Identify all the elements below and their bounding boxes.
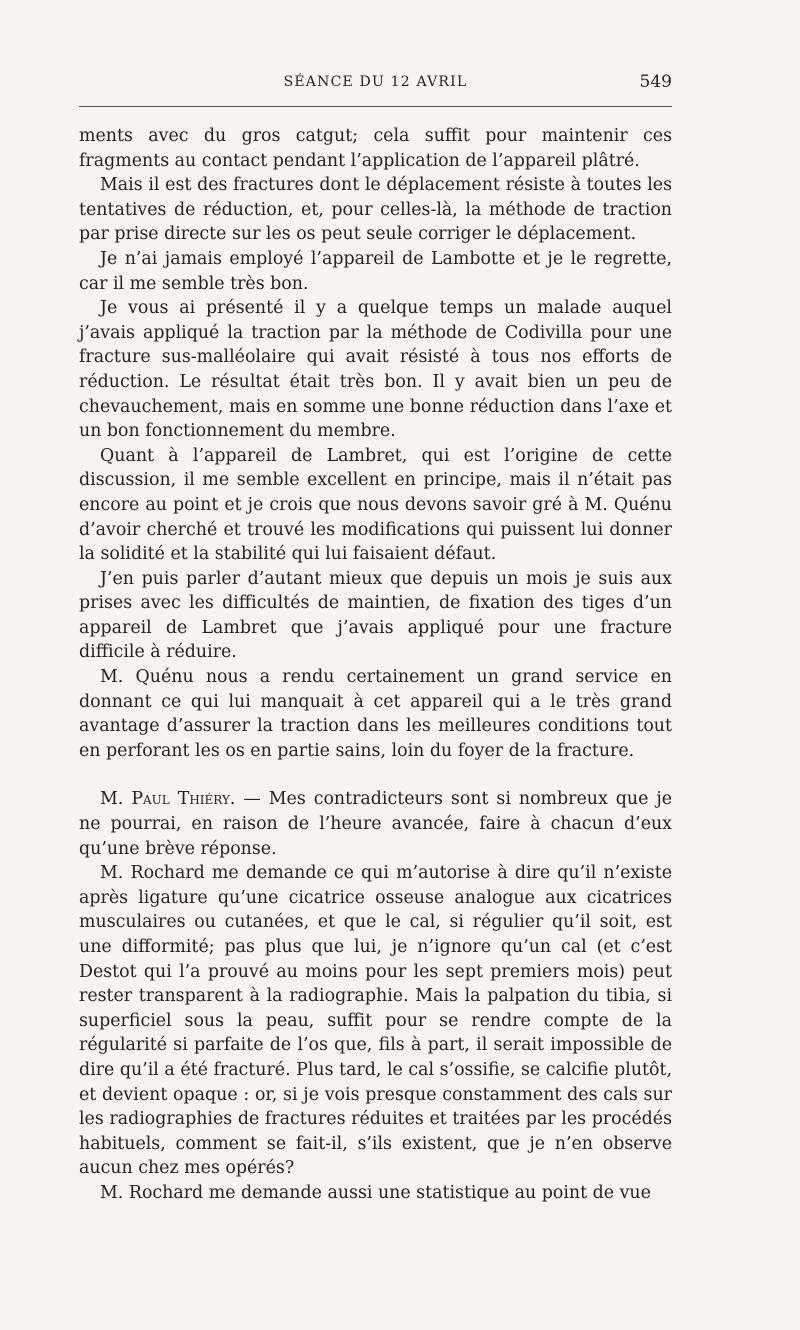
paragraph: Je vous ai présenté il y a quelque temps un malade auquel j’avais appliqué la traction par la méthode de Codivilla pour une fracture sus-malléolaire qui avait résisté à tous nos efforts de réduction. Le résultat était très bon. Il y avait bien un peu de chevauchement, mais en somme une bonne réduction dans l’axe et un bon fonctionnement du membre. [79,298,672,442]
running-title: SÉANCE DU 12 AVRIL [283,74,468,90]
speaker-prefix: M. [100,789,124,810]
header-rule [79,106,672,107]
paragraph: Quant à l’appareil de Lambret, qui est l’origine de cette discussion, il me semble excellent en principe, mais il n’était pas encore au point et je crois que nous devons savoir gré à M. Quénu d’avoir cherché et trouvé les modifications qui puissent lui donner la solidité et la stabilité qui lui faisaient défaut. [79,445,672,565]
paragraph: M. Rochard me demande aussi une statistique au point de vue [100,1182,651,1203]
body-text [79,124,672,1206]
speaker-name: Paul Thiéry. [131,789,236,810]
paragraph: Je n’ai jamais employé l’appareil de Lambotte et je le regrette, car il me semble très bon. [79,248,672,294]
page-number: 549 [639,72,672,92]
speaker-text: — Mes contradicteurs sont si nombreux que je ne pourrai, en raison de l’heure avancée, faire à chacun d’eux qu’une brève réponse. [79,789,672,859]
paragraph: Mais il est des fractures dont le déplacement résiste à toutes les tentatives de réduction, et, pour celles-là, la méthode de traction par prise directe sur les os peut seule corriger le déplacement. [79,175,672,245]
paragraph-continued: ments avec du gros catgut; cela suffit pour maintenir ces fragments au contact pendant l’application de l’appareil plâtré. [79,126,672,171]
paragraph: M. Quénu nous a rendu certainement un grand service en donnant ce qui lui manquait à cet appareil qui a le très grand avantage d’assurer la traction dans les meilleures conditions tout en perforant les os en partie sains, loin du foyer de la fracture. [79,667,672,761]
running-head [79,72,672,96]
paragraph: M. Rochard me demande ce qui m’autorise à dire qu’il n’existe après ligature qu’une cicatrice osseuse analogue aux cicatrices musculaires ou cutanées, et que le cal, si régulier qu’il soit, est une difformité; pas plus que lui, je n’ignore qu’un cal (et c’est Destot qui l’a prouvé au moins pour les sept premiers mois) peut rester transparent à la radiographie. Mais la palpation du tibia, si superficiel sous la peau, suffit pour se rendre compte de la régularité si parfaite de l’os que, fils à part, il serait impossible de dire qu’il a été fracturé. Plus tard, le cal s’ossifie, se calcifie plutôt, et devient opaque : or, si je vois presque constamment des cals sur les radiographies de fractures réduites et traitées par les procédés habituels, comment se fait-il, s’ils existent, que je n’en observe aucun chez mes opérés? [79,863,672,1179]
speaker-paragraph [79,787,672,861]
paragraph: J’en puis parler d’autant mieux que depuis un mois je suis aux prises avec les difficultés de maintien, de fixation des tiges d’un appareil de Lambret que j’avais appliqué pour une fracture difficile à réduire. [79,568,672,663]
